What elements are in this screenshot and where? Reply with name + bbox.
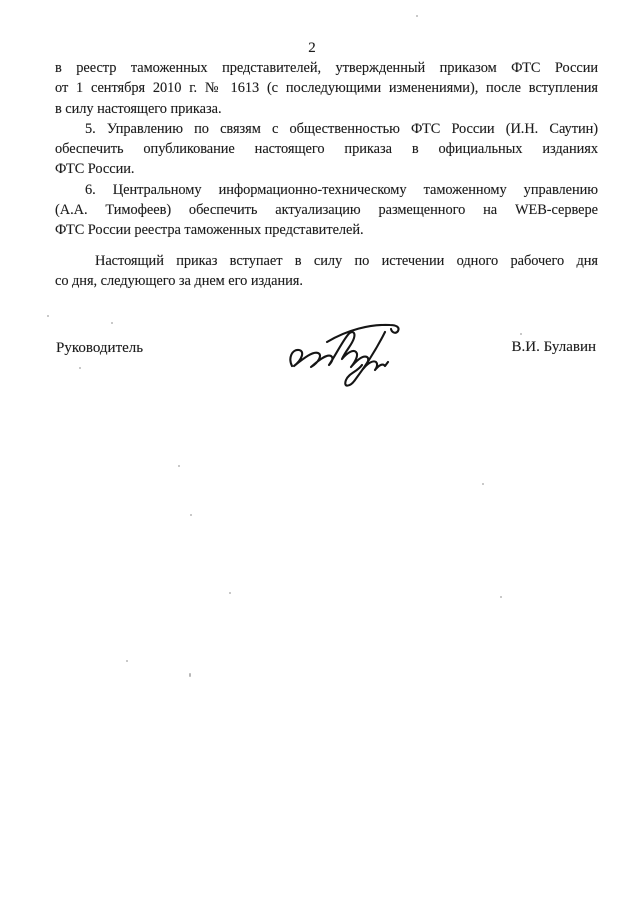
text-line: (А.А. Тимофеев) обеспечить актуализацию размещенного на WEB-сервере	[55, 202, 598, 219]
scan-speck	[482, 483, 484, 485]
text-line: в реестр таможенных представителей, утвержденный приказом ФТС России	[55, 60, 598, 76]
text-line: ФТС России реестра таможенных представителей.	[55, 222, 364, 239]
text-line: Настоящий приказ вступает в силу по истечении одного рабочего дня	[95, 252, 598, 269]
scan-speck	[79, 367, 81, 369]
signatory-name: В.И. Булавин	[511, 339, 596, 355]
text-line: в силу настоящего приказа.	[55, 100, 222, 117]
text-line: ФТС России.	[55, 161, 135, 178]
scan-speck	[178, 465, 180, 467]
page-number: 2	[308, 40, 316, 56]
scan-speck	[229, 592, 231, 594]
text-line: 6. Центральному информационно-техническому таможенному управлению	[85, 181, 598, 198]
scan-speck	[189, 673, 191, 677]
text-line: 5. Управлению по связям с общественностью ФТС России (И.Н. Саутин)	[85, 120, 598, 137]
scan-speck	[416, 15, 418, 17]
text-line: со дня, следующего за днем его издания.	[55, 272, 303, 289]
scan-speck	[500, 596, 502, 598]
scan-speck	[520, 333, 522, 335]
handwritten-signature	[283, 315, 413, 395]
signatory-role: Руководитель	[56, 340, 144, 356]
scan-speck	[190, 514, 192, 516]
scan-speck	[47, 315, 49, 317]
document-body	[55, 58, 598, 291]
text-line: обеспечить опубликование настоящего приказа в официальных изданиях	[55, 141, 598, 158]
scan-speck	[126, 660, 128, 662]
scan-speck	[111, 322, 113, 324]
text-line: от 1 сентября 2010 г. № 1613 (с последующими изменениями), после вступления	[55, 80, 598, 97]
